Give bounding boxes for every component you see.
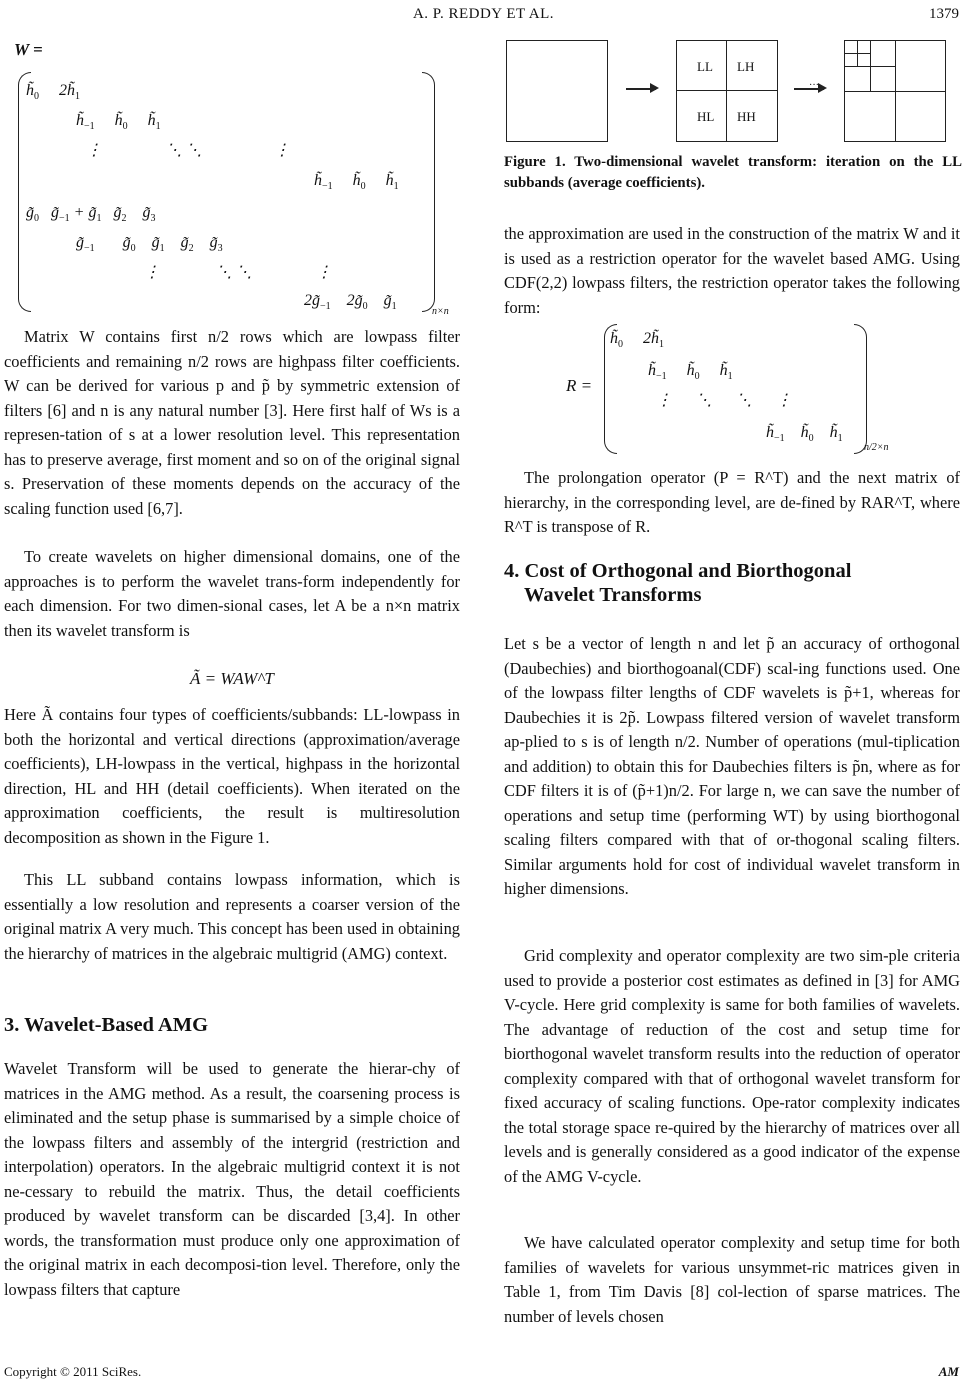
- right-paragraph-3: Let s be a vector of length n and let p̃ an accuracy of orthogonal (Daubechies) and biorthogoanal(CDF) scal-ing functions used. One of the lowpass filter lengths of CDF wavelets is p̃+1, whereas for Daubechies it is 2p̃. Lowpass filtered version of wavelet transform ap-plied to s is of length n/2. Number of operations (mul-tiplication and addition) to obtain this for Daubechies filters is p̃n, where as for CDF filters it is of (p̃+1)n/2. For large n, we can save the number of operations and setup time (performing WT) by using biorthogonal scaling filters compared with that of or-thogonal scaling filters. Similar arguments hold for cost of individual wavelet transform in higher dimensions.: [504, 634, 960, 898]
- matrix-r-label: R =: [566, 376, 593, 395]
- matrix-r-row-1: $h̃_0$ $2h̃_1$: [610, 330, 664, 350]
- matrix-r-right-paren: [854, 324, 867, 454]
- figure-arrow-2-head: [818, 83, 827, 93]
- matrix-w-row-3: ⋮ ⋱ ⋱ ⋮: [86, 142, 290, 159]
- matrix-w-size: n×n: [432, 306, 449, 317]
- right-paragraph-4: Grid complexity and operator complexity are two sim-ple criteria used to provide a posterior cost estimates as defined in [3] for AMG V-cycle. Here grid complexity is same for both families of wavelets. The advantage of reduction of the cost and setup time for biorthogonal wavelet transform results into the reduction of operator complexity compared with that of orthogonal wavelet transform for fixed accuracy of scaling functions. Ope-rator complexity indicates the total storage space re-quired by the hierarchy of matrices over all levels and is generally considered as a good indicator of the expense of the AMG V-cycle.: [504, 946, 960, 1186]
- left-paragraph-1: Matrix W contains first n/2 rows which are lowpass filter coefficients and remaining n/2 rows are highpass filter coefficients. W can be derived for various p and p̃ by symmetric extension of filters [6] and n is any natural number [3]. Here first half of Ws is a represen-tation of s at a lower resolution level. This representation has to preserve average, first moment and so on of the original signal s. Preservation of these moments depends on the accuracy of the scaling function used [6,7].: [4, 327, 460, 518]
- matrix-w-row-5: $g̃_0$ $g̃_{-1}$ + $g̃_1$ $g̃_2$ $g̃_3$: [26, 204, 156, 224]
- label-hl: HL: [697, 109, 715, 124]
- label-ll: LL: [697, 59, 713, 74]
- section-4-title-line-1: 4. Cost of Orthogonal and Biorthogonal: [504, 560, 852, 582]
- grid-line-h1: [845, 91, 945, 92]
- matrix-r-row-2: $h̃_{-1}$ $h̃_0$ $h̃_1$: [648, 362, 733, 382]
- matrix-w-right-paren: [422, 72, 435, 312]
- figure-ellipsis: ···: [809, 80, 819, 91]
- grid-line-h3: [845, 53, 870, 54]
- label-lh: LH: [737, 59, 755, 74]
- journal-abbrev: AM: [938, 1364, 959, 1379]
- page-number: 1379: [929, 6, 959, 22]
- right-paragraph-1: the approximation are used in the construction of the matrix W and it is used as a restriction operator for the wavelet based AMG. Using CDF(2,2) lowpass filters, the restriction operator takes the following form:: [504, 224, 960, 317]
- figure-multilevel: [844, 40, 946, 142]
- left-paragraph-5: Wavelet Transform will be used to generate the hierar-chy of matrices in the AMG method. As a result, the coarsening process is eliminated and the setup phase is summarised by a simple choice of the lowpass filters and assembly of the intergrid (restriction and interpolation) operators. In the algebraic multigrid context it is not ne-cessary to rebuild the matrix. Thus, the detail coefficients produced by wavelet transform can be discarded [3,4]. In other words, the transformation must produce only one approximation of the original matrix in each decomposi-tion level. Therefore, only the lowpass filters that capture: [4, 1059, 460, 1299]
- copyright-notice: Copyright © 2011 SciRes.: [4, 1364, 142, 1379]
- matrix-w-left-paren: [18, 72, 31, 312]
- matrix-w-row-6: $g̃_{-1}$ $g̃_0$ $g̃_1$ $g̃_2$ $g̃_3$: [76, 234, 223, 254]
- equation-a-tilde: Ã = WAW^T: [190, 669, 274, 688]
- matrix-r-row-3: ⋮ ⋱ ⋱ ⋮: [656, 392, 792, 409]
- matrix-w-row-7: ⋮ ⋱ ⋱ ⋮: [144, 264, 332, 281]
- label-hh: HH: [737, 109, 756, 124]
- running-title: A. P. REDDY ET AL.: [412, 6, 555, 22]
- grid-line-h2: [845, 66, 895, 67]
- matrix-w-label: W =: [14, 40, 43, 59]
- figure-subbands: [676, 40, 778, 142]
- right-paragraph-5: We have calculated operator complexity and setup time for both families of wavelets for various unsymmet-ric matrices given in Table 1, from Tim Davis [8] col-lection of sparse matrices. The number of levels chosen: [504, 1233, 960, 1326]
- right-paragraph-2: The prolongation operator (P = R^T) and the next matrix of hierarchy, in the corresponding level, are de-fined by RAR^T, where R^T is transpose of R.: [504, 468, 960, 536]
- matrix-w-row-1: $h̃_0$ $2h̃_1$: [26, 82, 80, 102]
- section-3-title: 3. Wavelet-Based AMG: [4, 1014, 209, 1036]
- left-paragraph-4: This LL subband contains lowpass information, which is essentially a low resolution and represents a coarser version of the original matrix A very much. This concept has been used in obtaining the hierarchy of matrices in the algebraic multigrid (AMG) context.: [4, 870, 460, 963]
- matrix-r-size: n/2×n: [864, 442, 889, 453]
- matrix-w-row-8: $2g̃_{-1}$ $2g̃_0$ $g̃_1$: [304, 292, 397, 312]
- matrix-r-row-4: $h̃_{-1}$ $h̃_0$ $h̃_1$: [766, 424, 843, 444]
- left-paragraph-3: Here Ã contains four types of coefficients/subbands: LL-lowpass in both the horizontal and vertical directions (approximation/average coefficients), LH-lowpass in the vertical, highpass in the horizontal direction, HL and HH (detail coefficients). When iterated on the approximation coefficients, the result is multiresolution decomposition as shown in the Figure 1.: [4, 705, 460, 847]
- figure-original-matrix: [506, 40, 608, 142]
- section-4-title-line-2: Wavelet Transforms: [524, 584, 702, 606]
- figure-arrow-1-head: [650, 83, 659, 93]
- matrix-w-row-4: $h̃_{-1}$ $h̃_0$ $h̃_1$: [314, 172, 399, 192]
- figure-1-caption: Figure 1. Two-dimensional wavelet transform: iteration on the LL subbands (average coefficients).: [504, 154, 962, 191]
- left-paragraph-2: To create wavelets on higher dimensional domains, one of the approaches is to perform the wavelet trans-form independently for each dimension. For two dimen-sional cases, let A be a n×n matrix then its wavelet transform is: [4, 547, 460, 640]
- matrix-w-row-2: $h̃_{-1}$ $h̃_0$ $h̃_1$: [76, 112, 161, 132]
